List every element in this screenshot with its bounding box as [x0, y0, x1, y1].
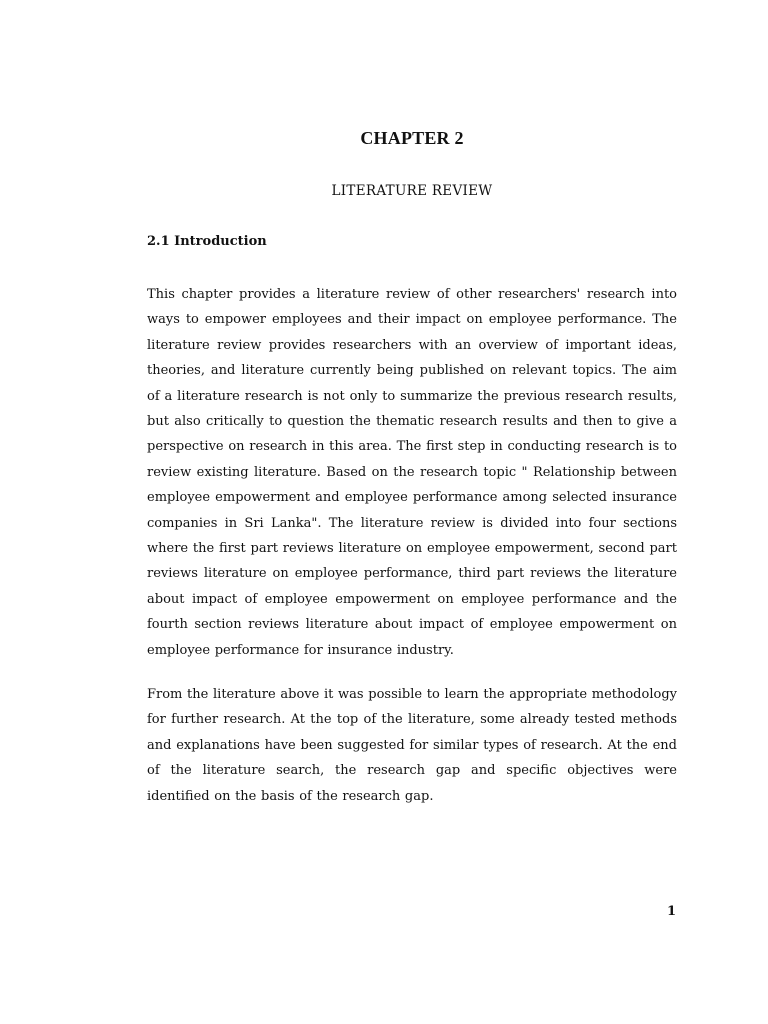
chapter-title: CHAPTER 2 [360, 128, 464, 148]
body-paragraph: From the literature above it was possible to learn the appropriate methodology for further research. At the top of the literature, some already tested methods and explanations have been suggested for similar types of research. At the end of the literature search, the research gap and specific objectives were identified on the basis of the research gap. [147, 687, 677, 804]
page-number: 1 [667, 904, 677, 919]
body-paragraph: This chapter provides a literature review of other researchers' research into ways to empower employees and their impact on employee performance. The literature review provides researchers with an overview of important ideas, theories, and literature currently being published on relevant topics. The aim of a literature research is not only to summarize the previous research results, but also critically to question the thematic research results and then to give a perspective on research in this area. The first step in conducting research is to review existing literature. Based on the research topic " Relationship between employee empowerment and employee performance among selected insurance companies in Sri Lanka". The literature review is divided into four sections where the first part reviews literature on employee empowerment, second part reviews literature on employee performance, third part reviews the literature about impact of employee empowerment on employee performance and the fourth section reviews literature about impact of employee empowerment on employee performance for insurance industry. [147, 287, 677, 658]
section-heading: LITERATURE REVIEW [331, 183, 493, 199]
subsection-heading: 2.1 Introduction [147, 234, 267, 249]
